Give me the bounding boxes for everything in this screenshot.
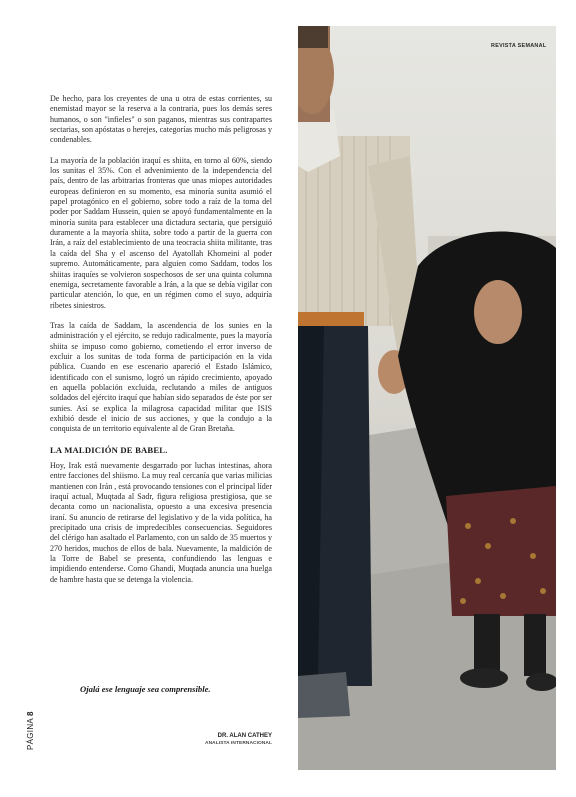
article-photo — [298, 26, 556, 770]
author-role: ANALISTA INTERNACIONAL — [205, 741, 272, 746]
photo-illustration — [298, 26, 556, 770]
page-label-text: PÁGINA — [26, 717, 35, 750]
page-number: 8 — [26, 711, 35, 716]
paragraph-2: La mayoría de la población iraquí es shiita, en torno al 60%, siendo los sunitas el 35%. Con el advenimiento de la independencia del país, dentro de las arbitrarias fronteras que unas miopes autoridades europeas definieron en su momento, esa minoría sunita asumió el papel protagónico en el gobierno, sobre todo a raíz de la toma del poder por Saddam Hussein, quien se apoyó fundamentalmente en la minoría sunita para establecer una dictadura sectaria, que persiguió duramente a la mayoría shiita, sobre todo a partir de la guerra con Irán, a raíz del establecimiento de una teocracia shiita militante, tras la caída del Sha y el ascenso del Ayatollah Khomeini al poder supremo. Automáticamente, para alguien como Saddam, todos los shiitas iraquíes se volvieron sospechosos de ser una quinta columna enemiga, secretamente favorable a Irán, a la que se debía vigilar con particular atención, lo que, en un régimen como el suyo, adquiría ribetes siniestros. — [50, 155, 272, 310]
closing-line: Ojalá ese lenguaje sea comprensible. — [80, 684, 211, 694]
paragraph-1: De hecho, para los creyentes de una u otra de estas corrientes, su enemistad mayor se la reserva a la contraria, pues los demás seres humanos, o son "infieles" o son paganos, mientras sus contrapartes sectarias, son apóstatas o herejes, categorías mucho más peligrosas y condenables. — [50, 94, 272, 145]
masthead: REVISTA SEMANAL — [491, 43, 547, 49]
author-signature — [196, 733, 272, 747]
section-subheading: LA MALDICIÓN DE BABEL. — [50, 444, 168, 455]
page-number-label — [26, 711, 35, 750]
paragraph-3: Tras la caída de Saddam, la ascendencia de los sunies en la administración y el ejército, se redujo radicalmente, pues la mayoría shiita se impuso como gobierno, cometiendo el error inverso de excluir a los sunitas de toda forma de participación en la vida pública. Cuando en ese escenario apareció el Estado Islámico, identificado con el sunismo, logró un rápido crecimiento, apoyado en aquella población excluida, reclutando a miles de antiguos soldados del ejército iraquí que habían sido separados de éste por ser sunies. Así se explica la milagrosa capacidad militar que ISIS exhibió desde el inicio de sus acciones, y que la condujo a la conquista de un territorio equivalente al de Gran Bretaña. — [50, 320, 272, 434]
author-name: DR. ALAN CATHEY — [217, 733, 272, 739]
paragraph-4: Hoy, Irak está nuevamente desgarrado por luchas intestinas, ahora entre facciones del shiismo. La muy real cercanía que varias milicias mantienen con Irán , está provocando tensiones con el principal líder iraquí actual, Muqtada al Sadr, figura religiosa prestigiosa, que se decanta como un nacionalista, opuesto a una excesiva presencia iraní. Su anuncio de retirarse del legislativo y de la vida política, ha precipitado una crisis de impredecibles consecuencias. Seguidores del clérigo han asaltado el Parlamento, con un saldo de 35 muertos y 270 heridos, muchos de ellos de bala. Nuevamente, la maldición de la Torre de Babel se presenta, confundiendo las lenguas e impidiendo entenderse. Como Ghandi, Muqtada anuncia una huelga de hambre hasta que se detenga la violencia. — [50, 461, 272, 584]
article-body — [50, 94, 272, 595]
